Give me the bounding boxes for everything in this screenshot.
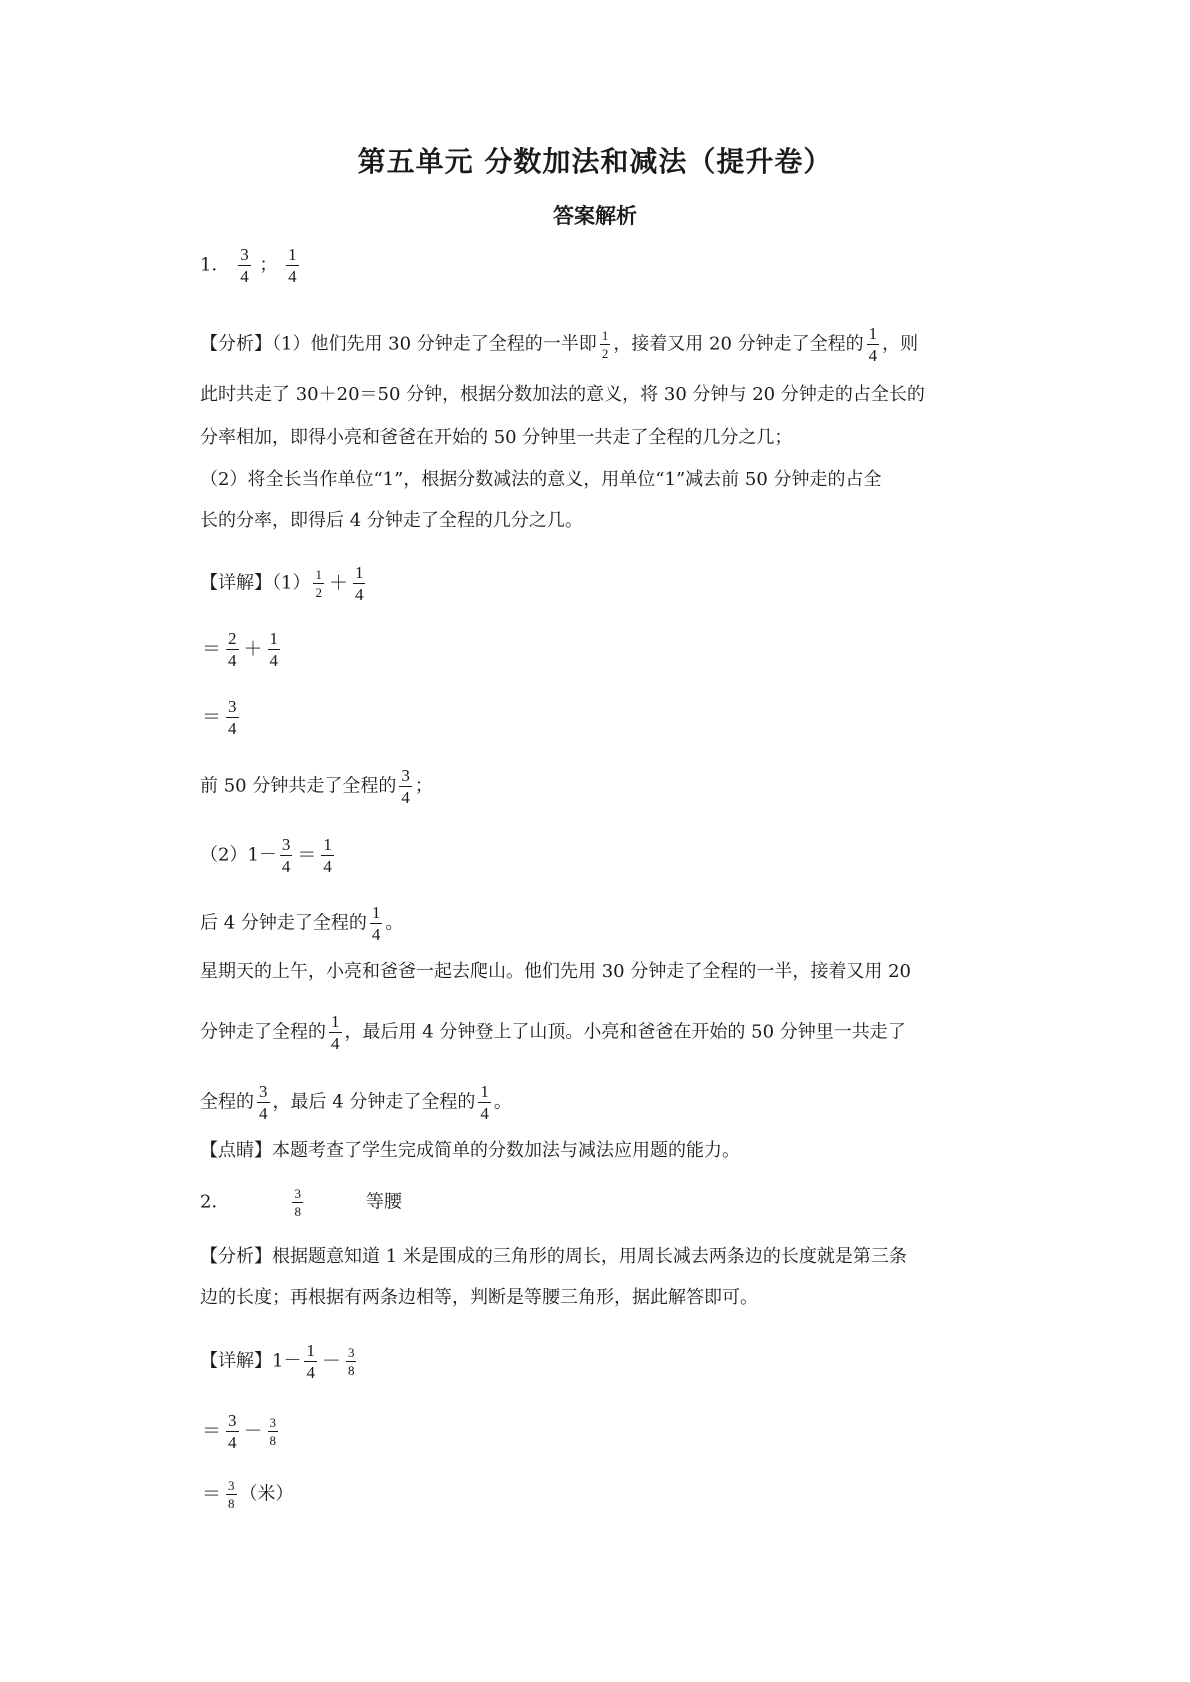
fraction: $\frac{3}{8}$ [269, 1415, 277, 1448]
q1-answer-2: $\frac{1}{4}$ [288, 245, 297, 286]
fraction: $\frac{3}{4}$ [259, 1082, 268, 1123]
fraction: $\frac{1}{4}$ [331, 1012, 340, 1053]
q1-story-line-3: 全程的 $\frac{3}{4}$ ，最后 4 分钟走了全程的 $\frac{1}{4}$ 。 [200, 1082, 512, 1123]
fraction: $\frac{3}{4}$ [228, 1411, 237, 1452]
fraction: $\frac{3}{8}$ [228, 1478, 235, 1511]
fraction: $\frac{2}{4}$ [228, 629, 237, 670]
fraction: $\frac{3}{4}$ [228, 697, 237, 738]
fraction: $\frac{1}{4}$ [371, 903, 381, 944]
q2-answer-line [200, 1187, 1020, 1218]
q1-analysis-line-4: （2）将全长当作单位“1”，根据分数减法的意义，用单位“1”减去前 50 分钟走的占全 [200, 469, 882, 490]
q1-detail-line-5: （2）1－ $\frac{3}{4}$ ＝ $\frac{1}{4}$ [200, 835, 332, 876]
fraction: $\frac{1}{4}$ [480, 1082, 489, 1123]
q1-detail-line-4: 前 50 分钟共走了全程的 $\frac{3}{4}$ ； [200, 766, 433, 807]
fraction: $\frac{1}{4}$ [306, 1341, 315, 1382]
q1-analysis-line-5: 长的分率，即得后 4 分钟走了全程的几分之几。 [200, 510, 583, 531]
q1-detail-line-3: ＝ $\frac{3}{4}$ [202, 697, 237, 738]
q1-detail-line-1: 【详解】（1） $\frac{1}{2}$ ＋ $\frac{1}{4}$ [200, 563, 364, 604]
analysis-tag: 【分析】 [200, 1246, 272, 1267]
fraction: $\frac{1}{4}$ [354, 563, 364, 604]
fraction: $\frac{1}{2}$ [315, 567, 322, 600]
page-title: 第五单元 分数加法和减法（提升卷） [357, 145, 833, 178]
q1-point-line: 【点睛】本题考查了学生完成简单的分数加法与减法应用题的能力。 [200, 1140, 740, 1161]
q1-answer-1: $\frac{3}{4}$ [240, 245, 249, 286]
q1-number: 1． [200, 254, 230, 276]
fraction: $\frac{1}{4}$ [868, 324, 878, 365]
q1-analysis-line-2: 此时共走了 30＋20＝50 分钟，根据分数加法的意义，将 30 分钟与 20 分钟走的占全长的 [200, 384, 925, 405]
detail-tag: 【详解】 [200, 572, 272, 594]
q2-answer-fraction: $\frac{3}{8}$ [294, 1186, 301, 1219]
q2-answer-word: 等腰 [365, 1191, 402, 1213]
q1-answer-line [200, 246, 1020, 285]
q2-detail-line-2: ＝ $\frac{3}{4}$ － $\frac{3}{8}$ [202, 1411, 277, 1452]
q1-detail-line-2: ＝ $\frac{2}{4}$ ＋ $\frac{1}{4}$ [202, 629, 279, 670]
q1-analysis-line-3: 分率相加，即得小亮和爸爸在开始的 50 分钟里一共走了全程的几分之几； [200, 427, 793, 448]
q2-analysis-line-1: 【分析】根据题意知道 1 米是围成的三角形的周长，用周长减去两条边的长度就是第三条 [200, 1246, 907, 1267]
fraction: $\frac{1}{2}$ [601, 328, 609, 361]
detail-tag: 【详解】 [200, 1350, 272, 1372]
q2-detail-line-3: ＝ $\frac{3}{8}$ （米） [202, 1478, 294, 1511]
fraction: $\frac{3}{8}$ [347, 1345, 355, 1378]
q1-story-line-2: 分钟走了全程的 $\frac{1}{4}$ ，最后用 4 分钟登上了山顶。小亮和爸爸在开始的 50 分钟里一共走了 [200, 1012, 906, 1053]
q2-analysis-line-2: 边的长度；再根据有两条边相等，判断是等腰三角形，据此解答即可。 [200, 1287, 758, 1308]
analysis-tag: 【分析】 [200, 333, 272, 355]
q2-detail-line-1: 【详解】1－ $\frac{1}{4}$ － $\frac{3}{8}$ [200, 1341, 355, 1382]
q2-number: 2． [200, 1191, 230, 1213]
fraction: $\frac{3}{4}$ [281, 835, 291, 876]
q1-analysis-line-1: 【分析】（1）他们先用 30 分钟走了全程的一半即 $\frac{1}{2}$ ，接着又用 20 分钟走了全程的 $\frac{1}{4}$ ，则 [200, 324, 919, 365]
page-subtitle: 答案解析 [553, 204, 637, 228]
fraction: $\frac{1}{4}$ [323, 835, 332, 876]
q1-separator: ； [259, 254, 278, 276]
point-tag: 【点睛】 [200, 1140, 272, 1161]
fraction: $\frac{3}{4}$ [401, 766, 410, 807]
fraction: $\frac{1}{4}$ [269, 629, 279, 670]
q1-story-line-1: 星期天的上午，小亮和爸爸一起去爬山。他们先用 30 分钟走了全程的一半，接着又用 20 [200, 961, 911, 982]
q1-detail-line-6: 后 4 分钟走了全程的 $\frac{1}{4}$ 。 [200, 903, 404, 944]
